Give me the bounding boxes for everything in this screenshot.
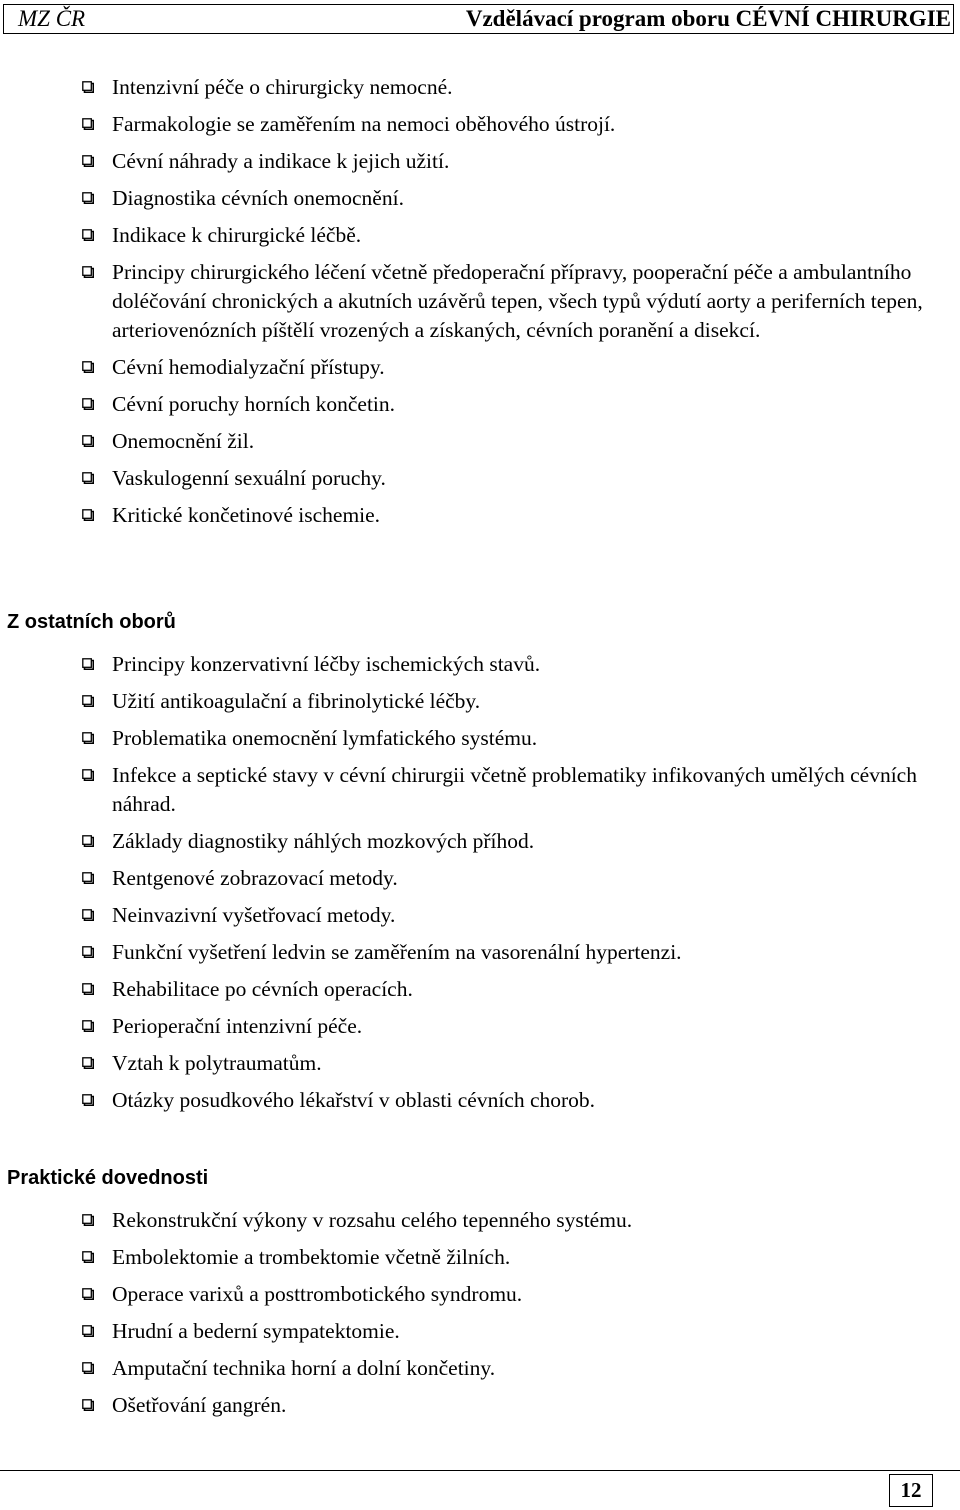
list-item-text: Kritické končetinové ischemie.	[112, 503, 381, 527]
list-item	[82, 390, 932, 419]
list-item	[82, 761, 932, 819]
list-item-text: Problematika onemocnění lymfatického systému.	[112, 726, 538, 750]
list-item	[82, 1049, 932, 1078]
list-item	[82, 184, 932, 213]
ballot-box-icon	[82, 1362, 94, 1374]
list-item	[82, 147, 932, 176]
list-item	[82, 464, 932, 493]
list-other-fields	[82, 650, 932, 1123]
list-item-text: Cévní náhrady a indikace k jejich užití.	[112, 149, 450, 173]
list-practical-skills	[82, 1206, 932, 1428]
list-item-text: Diagnostika cévních onemocnění.	[112, 186, 404, 210]
header-program-title: Vzdělávací program oboru CÉVNÍ CHIRURGIE	[465, 6, 951, 31]
footer-rule	[0, 1470, 960, 1471]
list-item-text: Operace varixů a posttrombotického syndromu.	[112, 1282, 523, 1306]
list-item	[82, 1391, 932, 1420]
ballot-box-icon	[82, 946, 94, 958]
list-item	[82, 353, 932, 382]
ballot-box-icon	[82, 1094, 94, 1106]
ballot-box-icon	[82, 398, 94, 410]
ballot-box-icon	[82, 732, 94, 744]
ballot-box-icon	[82, 1288, 94, 1300]
list-item-text: Principy chirurgického léčení včetně předoperační přípravy, pooperační péče a ambulantního doléčování chronických a akutních uzávěrů tepen, všech typů výdutí aorty a periferních tepen, arteriovenózních píštělí vrozených a získaných, cévních poranění a disekcí.	[112, 260, 923, 342]
ballot-box-icon	[82, 909, 94, 921]
list-item	[82, 258, 932, 345]
ballot-box-icon	[82, 872, 94, 884]
list-item	[82, 1354, 932, 1383]
page-number: 12	[889, 1474, 933, 1507]
list-item-text: Cévní hemodialyzační přístupy.	[112, 355, 385, 379]
list-item-text: Principy konzervativní léčby ischemických stavů.	[112, 652, 541, 676]
list-item-text: Rentgenové zobrazovací metody.	[112, 866, 398, 890]
list-item-text: Farmakologie se zaměřením na nemoci oběhového ústrojí.	[112, 112, 616, 136]
list-item	[82, 427, 932, 456]
ballot-box-icon	[82, 155, 94, 167]
ballot-box-icon	[82, 835, 94, 847]
list-item-text: Indikace k chirurgické léčbě.	[112, 223, 362, 247]
ballot-box-icon	[82, 1057, 94, 1069]
list-item-text: Otázky posudkového lékařství v oblasti cévních chorob.	[112, 1088, 596, 1112]
list-item-text: Cévní poruchy horních končetin.	[112, 392, 396, 416]
header-ministry: MZ ČR	[18, 6, 86, 31]
ballot-box-icon	[82, 118, 94, 130]
list-item	[82, 650, 932, 679]
list-item	[82, 1317, 932, 1346]
list-item-text: Amputační technika horní a dolní končetiny.	[112, 1356, 496, 1380]
list-item-text: Embolektomie a trombektomie včetně žilních.	[112, 1245, 511, 1269]
section-heading-other-fields: Z ostatních oborů	[7, 611, 176, 633]
list-topics	[82, 73, 932, 538]
list-item-text: Hrudní a bederní sympatektomie.	[112, 1319, 400, 1343]
ballot-box-icon	[82, 472, 94, 484]
section-heading-practical-skills: Praktické dovednosti	[7, 1167, 209, 1189]
list-item	[82, 221, 932, 250]
ballot-box-icon	[82, 81, 94, 93]
list-item-text: Základy diagnostiky náhlých mozkových příhod.	[112, 829, 535, 853]
list-item	[82, 1086, 932, 1115]
list-item-text: Vztah k polytraumatům.	[112, 1051, 322, 1075]
list-item-text: Ošetřování gangrén.	[112, 1393, 287, 1417]
ballot-box-icon	[82, 192, 94, 204]
ballot-box-icon	[82, 1214, 94, 1226]
list-item-text: Perioperační intenzivní péče.	[112, 1014, 363, 1038]
list-item-text: Intenzivní péče o chirurgicky nemocné.	[112, 75, 453, 99]
ballot-box-icon	[82, 1399, 94, 1411]
list-item-text: Funkční vyšetření ledvin se zaměřením na vasorenální hypertenzi.	[112, 940, 682, 964]
page-header	[3, 4, 954, 34]
ballot-box-icon	[82, 1325, 94, 1337]
ballot-box-icon	[82, 509, 94, 521]
ballot-box-icon	[82, 1020, 94, 1032]
ballot-box-icon	[82, 695, 94, 707]
list-item	[82, 724, 932, 753]
list-item-text: Infekce a septické stavy v cévní chirurgii včetně problematiky infikovaných umělých cévních náhrad.	[112, 763, 917, 816]
list-item-text: Neinvazivní vyšetřovací metody.	[112, 903, 396, 927]
list-item	[82, 864, 932, 893]
list-item	[82, 975, 932, 1004]
list-item-text: Užití antikoagulační a fibrinolytické léčby.	[112, 689, 481, 713]
ballot-box-icon	[82, 229, 94, 241]
list-item	[82, 827, 932, 856]
list-item	[82, 501, 932, 530]
list-item	[82, 1206, 932, 1235]
list-item	[82, 1012, 932, 1041]
list-item-text: Rekonstrukční výkony v rozsahu celého tepenného systému.	[112, 1208, 633, 1232]
ballot-box-icon	[82, 769, 94, 781]
ballot-box-icon	[82, 435, 94, 447]
ballot-box-icon	[82, 266, 94, 278]
list-item	[82, 1280, 932, 1309]
list-item	[82, 1243, 932, 1272]
list-item	[82, 901, 932, 930]
list-item-text: Rehabilitace po cévních operacích.	[112, 977, 413, 1001]
list-item	[82, 938, 932, 967]
list-item-text: Vaskulogenní sexuální poruchy.	[112, 466, 386, 490]
ballot-box-icon	[82, 361, 94, 373]
ballot-box-icon	[82, 983, 94, 995]
ballot-box-icon	[82, 658, 94, 670]
list-item-text: Onemocnění žil.	[112, 429, 255, 453]
list-item	[82, 73, 932, 102]
ballot-box-icon	[82, 1251, 94, 1263]
list-item	[82, 110, 932, 139]
list-item	[82, 687, 932, 716]
